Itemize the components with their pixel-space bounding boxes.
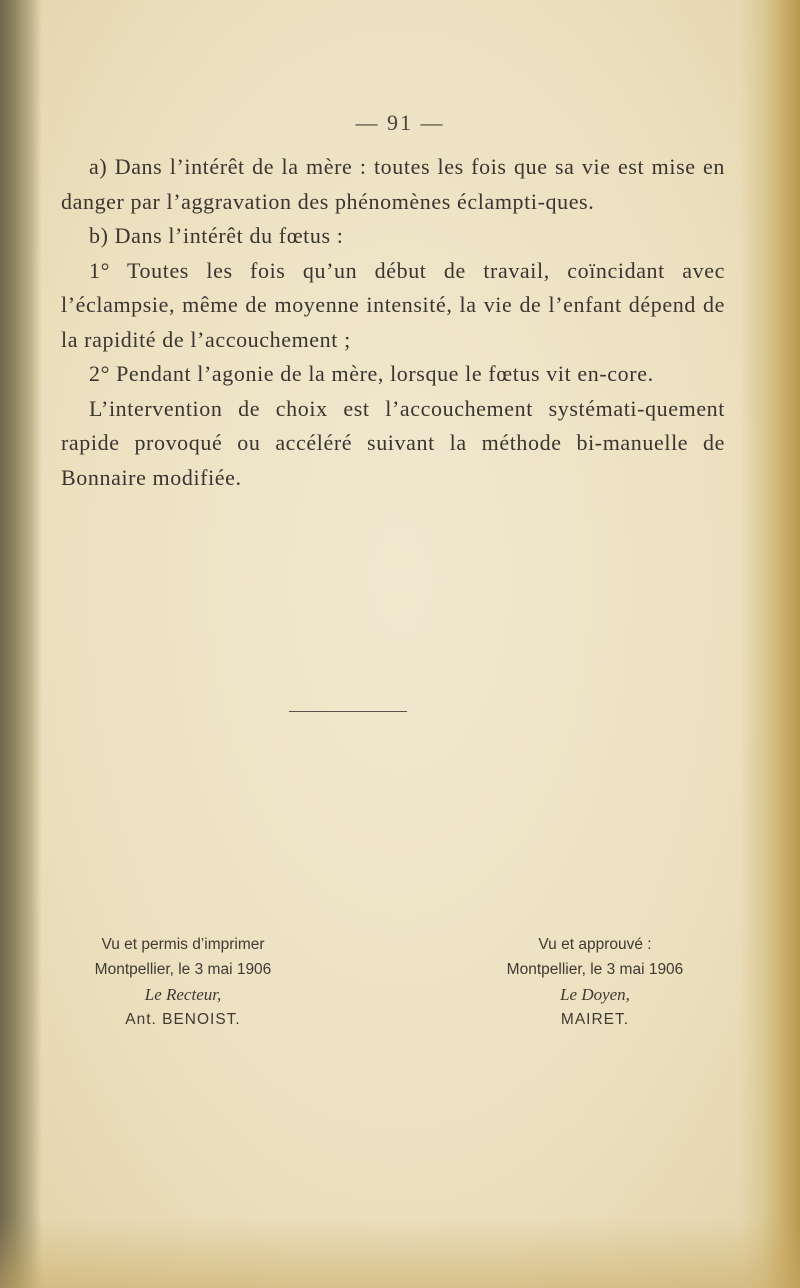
imprimatur-signatory: Ant. BENOIST.	[125, 1011, 241, 1028]
section-divider	[289, 711, 407, 712]
page-bottom-discoloration	[0, 1218, 800, 1288]
paragraph-b1: 1° Toutes les fois qu’un début de travail, coïncidant avec l’éclampsie, même de moyenne intensité, la vie de l’enfant dépend de la rapidité de l’accouchement ;	[61, 257, 725, 352]
binding-shadow	[0, 0, 42, 1288]
paragraph-b2: 2° Pendant l’agonie de la mère, lorsque le fœtus vit en-core.	[89, 361, 654, 386]
imprimatur-title: Le Recteur,	[144, 985, 222, 1004]
paragraph-conclusion: L’intervention de choix est l’accouchement systémati-quement rapide provoqué ou accéléré suivant la méthode bi-manuelle de Bonnaire modifiée.	[61, 395, 725, 490]
imprimatur-block	[58, 932, 308, 1032]
approval-block	[490, 932, 700, 1032]
imprimatur-line-2: Montpellier, le 3 mai 1906	[94, 961, 272, 978]
paragraph-b: b) Dans l’intérêt du fœtus :	[89, 223, 344, 248]
body-text	[61, 150, 725, 495]
imprimatur-line-1: Vu et permis d’imprimer	[101, 936, 265, 953]
page-number: — 91 —	[355, 110, 445, 135]
page-edge-discoloration	[740, 0, 800, 1288]
paragraph-a: a) Dans l’intérêt de la mère : toutes les fois que sa vie est mise en danger par l’aggravation des phénomènes éclampti-ques.	[61, 154, 725, 214]
approval-title: Le Doyen,	[560, 985, 630, 1004]
approval-signatory: MAIRET.	[560, 1011, 630, 1028]
approval-line-2: Montpellier, le 3 mai 1906	[506, 961, 684, 978]
approval-line-1: Vu et approuvé :	[538, 936, 652, 953]
